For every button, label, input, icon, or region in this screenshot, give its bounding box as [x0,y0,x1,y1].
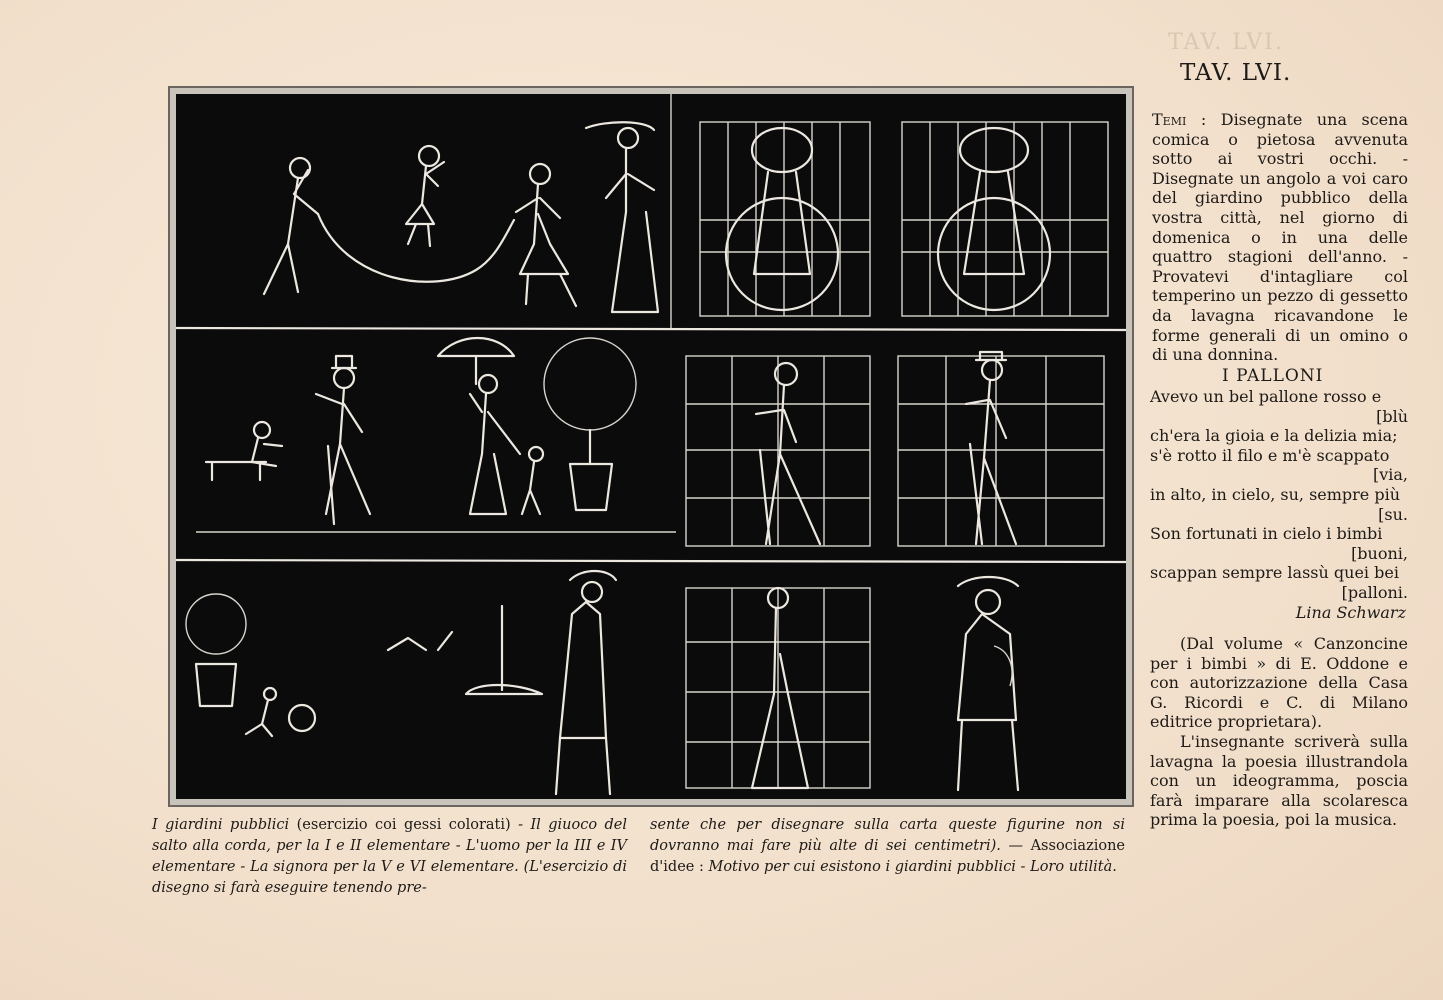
bench [206,462,266,480]
note-paragraph-1: (Dal volume « Canzoncine per i bimbi » di E. Oddone e con autorizzazione della Casa G. Ricordi e C. di Milano editrice proprietara). [1150,634,1408,732]
poem-line: in alto, in cielo, su, sempre più [1150,484,1401,504]
construction-grid-b [902,122,1108,316]
poem-line: Son fortunati in cielo i bimbi [1150,524,1383,544]
caption-left-a: I giardini pubblici [152,817,290,833]
poem [1150,387,1410,622]
caption-right-b: — Associazione d'idee : [650,838,1126,875]
caption-right-a: sente che per disegnare sulla carta queste figurine non si dovranno mai fare più alte di sei centimetri). [650,817,1125,854]
row-divider-1 [176,328,1126,330]
caption-right [650,815,1125,878]
caption-left-b: (esercizio coi gessi colorati) [296,817,511,833]
bleed-through-title: TAV. LVI. [1168,30,1284,55]
poem-line: scappan sempre lassù quei bei [1150,563,1399,583]
source-note [1150,634,1408,830]
man-grid-b [898,352,1104,546]
man-grid-a [686,356,870,546]
blackboard-surface [176,94,1126,799]
poem-line: Avevo un bel pallone rosso e [1150,387,1382,406]
caption-left-c: - Il giuoco del salto alla corda, per la I e II elementare - L'uomo per la III e IV elementare - La signora per la V e VI elementare. (L'esercizio di disegno si farà eseguire tenendo pre- [152,817,628,896]
row-divider-2 [176,560,1126,562]
poem-author: Lina Schwarz [1295,602,1406,622]
poem-line: [blù [1376,406,1408,426]
blackboard-illustration [168,86,1134,807]
caption-right-c: Motivo per cui esistono i giardini pubblici - Loro utilità. [708,859,1117,875]
woman-grid-b [958,577,1018,790]
park-scene [186,571,616,794]
poem-line: [buoni, [1351,543,1408,563]
jump-rope-scene [264,122,658,312]
woman-grid-a [686,588,870,788]
flower-pot [570,464,612,510]
poem-line: s'è rotto il filo e m'è scappato [1150,445,1390,465]
poem-line: [via, [1372,465,1408,485]
themes-paragraph [1152,110,1408,365]
poem-title: I PALLONI [1222,366,1324,386]
note-paragraph-2: L'insegnante scriverà sulla lavagna la poesia illustrandola con un ideogramma, poscia farà imparare alla scolaresca prima la poesia, poi la musica. [1150,731,1408,830]
garden-scene [196,338,676,532]
chalk-drawings [176,94,1126,799]
poem-line: ch'era la gioia e la delizia mia; [1150,426,1398,446]
construction-grid-a [700,122,870,316]
plate-title: TAV. LVI. [1180,60,1292,86]
themes-label: Temi : [1152,110,1207,129]
poem-line: [palloni. [1341,582,1408,602]
caption-left [152,815,627,899]
poem-line: [su. [1378,504,1408,524]
themes-text: Disegnate una scena comica o pietosa avvenuta sotto ai vostri occhi. - Disegnate un angolo a voi caro del giardino pubblico della vostra città, nel giorno di domenica o in una delle quattro stagioni dell'anno. - Provatevi d'intagliare col temperino un pezzo di gessetto da lavagna ricavandone le forme generali di un omino o di una donnina. [1152,110,1408,365]
